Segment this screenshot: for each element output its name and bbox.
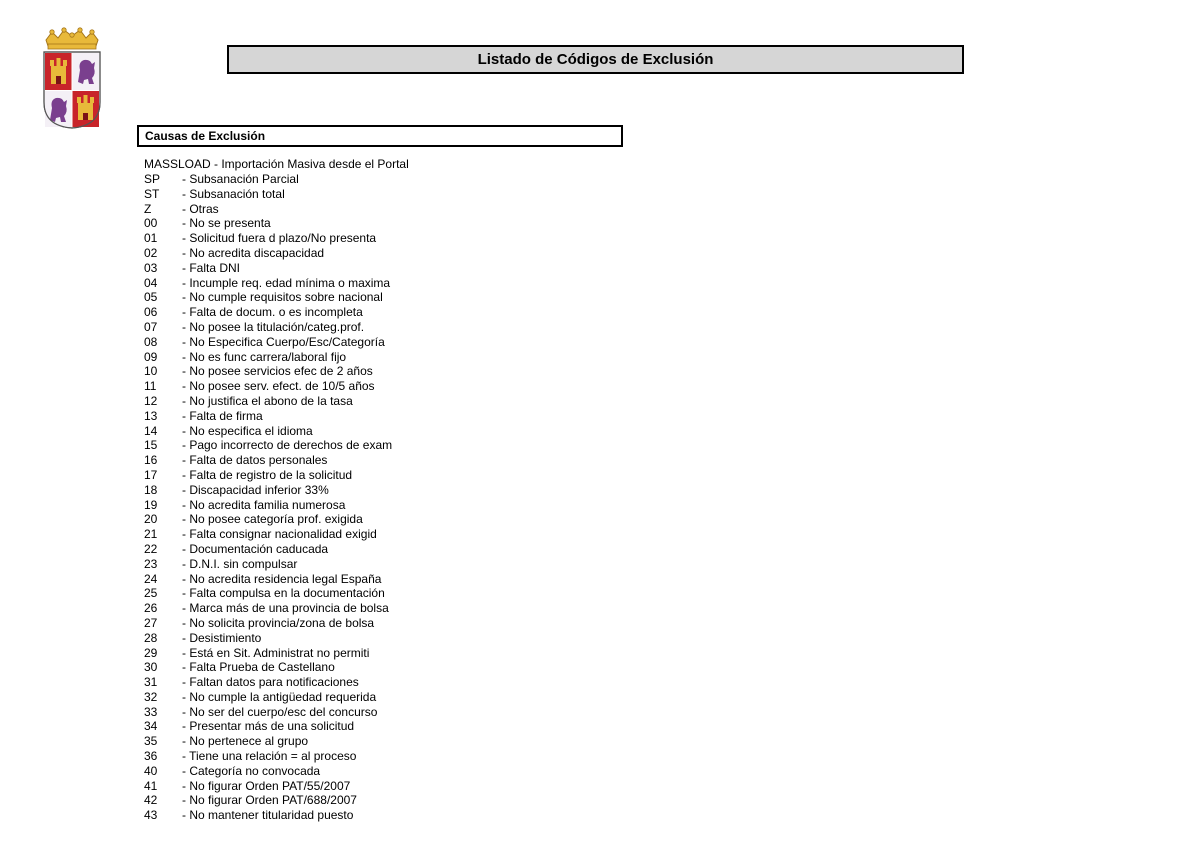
exclusion-code: 18 bbox=[144, 482, 158, 497]
crown-icon bbox=[46, 28, 98, 49]
exclusion-code: 34 bbox=[144, 719, 158, 734]
exclusion-code: 26 bbox=[144, 601, 158, 616]
list-item bbox=[144, 498, 392, 513]
exclusion-description: - Subsanación total bbox=[182, 186, 285, 201]
exclusion-code: 08 bbox=[144, 334, 158, 349]
list-item bbox=[144, 646, 392, 661]
list-item bbox=[144, 261, 392, 276]
list-item bbox=[144, 660, 392, 675]
list-item bbox=[144, 276, 392, 291]
exclusion-code: 03 bbox=[144, 260, 158, 275]
exclusion-description: - Faltan datos para notificaciones bbox=[182, 675, 359, 690]
exclusion-code: ST bbox=[144, 186, 160, 201]
exclusion-description: - Falta de datos personales bbox=[182, 453, 328, 468]
intro-line: MASSLOAD - Importación Masiva desde el Portal bbox=[144, 157, 409, 171]
list-item bbox=[144, 379, 392, 394]
exclusion-description: - Falta de firma bbox=[182, 408, 263, 423]
exclusion-description: - Falta de docum. o es incompleta bbox=[182, 305, 363, 320]
list-item bbox=[144, 335, 392, 350]
exclusion-code: 12 bbox=[144, 393, 158, 408]
list-item bbox=[144, 187, 392, 202]
exclusion-code: 14 bbox=[144, 423, 158, 438]
exclusion-code: 28 bbox=[144, 630, 158, 645]
exclusion-code: 17 bbox=[144, 467, 158, 482]
list-item bbox=[144, 483, 392, 498]
list-item bbox=[144, 424, 392, 439]
exclusion-description: - Marca más de una provincia de bolsa bbox=[182, 601, 389, 616]
exclusion-description: - Solicitud fuera d plazo/No presenta bbox=[182, 231, 377, 246]
exclusion-description: - No cumple requisitos sobre nacional bbox=[182, 290, 383, 305]
exclusion-code: 35 bbox=[144, 734, 158, 749]
list-item bbox=[144, 616, 392, 631]
exclusion-code: 30 bbox=[144, 660, 158, 675]
exclusion-description: - No acredita familia numerosa bbox=[182, 497, 346, 512]
exclusion-description: - Incumple req. edad mínima o maxima bbox=[182, 275, 391, 290]
list-item bbox=[144, 527, 392, 542]
exclusion-description: - No acredita discapacidad bbox=[182, 245, 325, 260]
exclusion-code: 19 bbox=[144, 497, 158, 512]
list-item bbox=[144, 512, 392, 527]
exclusion-code: 36 bbox=[144, 749, 158, 764]
exclusion-description: - Pago incorrecto de derechos de exam bbox=[182, 438, 393, 453]
exclusion-description: - Está en Sit. Administrat no permiti bbox=[182, 645, 370, 660]
exclusion-code: 05 bbox=[144, 290, 158, 305]
exclusion-code: 15 bbox=[144, 438, 158, 453]
list-item bbox=[144, 409, 392, 424]
exclusion-code: 22 bbox=[144, 541, 158, 556]
exclusion-description: - No posee la titulación/categ.prof. bbox=[182, 319, 365, 334]
exclusion-description: - No pertenece al grupo bbox=[182, 734, 309, 749]
exclusion-description: - No posee categoría prof. exigida bbox=[182, 512, 363, 527]
exclusion-description: - No justifica el abono de la tasa bbox=[182, 393, 353, 408]
exclusion-description: - No posee serv. efect. de 10/5 años bbox=[182, 379, 375, 394]
exclusion-code: 13 bbox=[144, 408, 158, 423]
exclusion-description: - Otras bbox=[182, 201, 219, 216]
exclusion-code: 07 bbox=[144, 319, 158, 334]
list-item bbox=[144, 586, 392, 601]
exclusion-description: - Documentación caducada bbox=[182, 541, 329, 556]
exclusion-description: - Falta DNI bbox=[182, 260, 241, 275]
exclusion-description: - Categoría no convocada bbox=[182, 763, 321, 778]
exclusion-description: - No cumple la antigüedad requerida bbox=[182, 689, 377, 704]
exclusion-code: SP bbox=[144, 172, 161, 186]
list-item bbox=[144, 705, 392, 720]
list-item bbox=[144, 468, 392, 483]
list-item bbox=[144, 453, 392, 468]
exclusion-code: 11 bbox=[144, 379, 157, 394]
list-item bbox=[144, 216, 392, 231]
exclusion-code: 27 bbox=[144, 615, 158, 630]
exclusion-description: - No Especifica Cuerpo/Esc/Categoría bbox=[182, 334, 385, 349]
list-item bbox=[144, 394, 392, 409]
list-item bbox=[144, 631, 392, 646]
list-item bbox=[144, 202, 392, 217]
list-item bbox=[144, 231, 392, 246]
exclusion-code: 29 bbox=[144, 645, 158, 660]
exclusion-code: 41 bbox=[144, 778, 158, 793]
list-item bbox=[144, 542, 392, 557]
list-item bbox=[144, 601, 392, 616]
exclusion-code: Z bbox=[144, 201, 152, 216]
exclusion-code: 21 bbox=[144, 527, 158, 542]
list-item bbox=[144, 675, 392, 690]
exclusion-code: 10 bbox=[144, 364, 158, 379]
list-item bbox=[144, 305, 392, 320]
list-item bbox=[144, 350, 392, 365]
exclusion-description: - D.N.I. sin compulsar bbox=[182, 556, 298, 571]
exclusion-description: - No especifica el idioma bbox=[182, 423, 313, 438]
exclusion-code: 40 bbox=[144, 763, 158, 778]
exclusion-description: - No ser del cuerpo/esc del concurso bbox=[182, 704, 378, 719]
coat-of-arms-logo bbox=[40, 26, 104, 130]
exclusion-code: 25 bbox=[144, 586, 158, 601]
exclusion-code: 01 bbox=[144, 231, 158, 246]
exclusion-description: - Falta compulsa en la documentación bbox=[182, 586, 385, 601]
exclusion-description: - No figurar Orden PAT/688/2007 bbox=[182, 793, 357, 808]
list-item bbox=[144, 438, 392, 453]
list-item bbox=[144, 793, 392, 808]
list-item bbox=[144, 749, 392, 764]
exclusion-description: - No mantener titularidad puesto bbox=[182, 808, 354, 823]
list-item bbox=[144, 246, 392, 261]
exclusion-description: - Falta consignar nacionalidad exigid bbox=[182, 527, 377, 542]
exclusion-description: - Tiene una relación = al proceso bbox=[182, 749, 357, 764]
list-item bbox=[144, 320, 392, 335]
exclusion-description: - Desistimiento bbox=[182, 630, 262, 645]
exclusion-code: 32 bbox=[144, 689, 158, 704]
section-title: Causas de Exclusión bbox=[137, 125, 623, 147]
list-item bbox=[144, 764, 392, 779]
exclusion-description: - No solicita provincia/zona de bolsa bbox=[182, 615, 375, 630]
list-item bbox=[144, 779, 392, 794]
exclusion-code: 00 bbox=[144, 216, 158, 231]
exclusion-code: 42 bbox=[144, 793, 158, 808]
exclusion-code-list bbox=[144, 172, 392, 823]
list-item bbox=[144, 572, 392, 587]
exclusion-code: 31 bbox=[144, 675, 158, 690]
exclusion-description: - No posee servicios efec de 2 años bbox=[182, 364, 373, 379]
exclusion-code: 20 bbox=[144, 512, 158, 527]
list-item bbox=[144, 172, 392, 187]
list-item bbox=[144, 719, 392, 734]
exclusion-code: 43 bbox=[144, 808, 158, 823]
list-item bbox=[144, 808, 392, 823]
list-item bbox=[144, 557, 392, 572]
exclusion-description: - Falta Prueba de Castellano bbox=[182, 660, 335, 675]
exclusion-code: 33 bbox=[144, 704, 158, 719]
exclusion-code: 06 bbox=[144, 305, 158, 320]
exclusion-description: - Falta de registro de la solicitud bbox=[182, 467, 353, 482]
list-item bbox=[144, 364, 392, 379]
exclusion-code: 23 bbox=[144, 556, 158, 571]
exclusion-description: - No es func carrera/laboral fijo bbox=[182, 349, 347, 364]
exclusion-description: - Discapacidad inferior 33% bbox=[182, 482, 329, 497]
exclusion-code: 24 bbox=[144, 571, 158, 586]
exclusion-code: 16 bbox=[144, 453, 158, 468]
exclusion-code: 04 bbox=[144, 275, 158, 290]
exclusion-description: - Subsanación Parcial bbox=[182, 172, 299, 186]
exclusion-description: - No acredita residencia legal España bbox=[182, 571, 382, 586]
list-item bbox=[144, 734, 392, 749]
exclusion-description: - Presentar más de una solicitud bbox=[182, 719, 355, 734]
exclusion-code: 09 bbox=[144, 349, 158, 364]
exclusion-description: - No se presenta bbox=[182, 216, 271, 231]
exclusion-code: 02 bbox=[144, 245, 158, 260]
shield-icon bbox=[44, 52, 100, 128]
exclusion-description: - No figurar Orden PAT/55/2007 bbox=[182, 778, 351, 793]
page-title: Listado de Códigos de Exclusión bbox=[227, 45, 964, 74]
list-item bbox=[144, 690, 392, 705]
list-item bbox=[144, 290, 392, 305]
